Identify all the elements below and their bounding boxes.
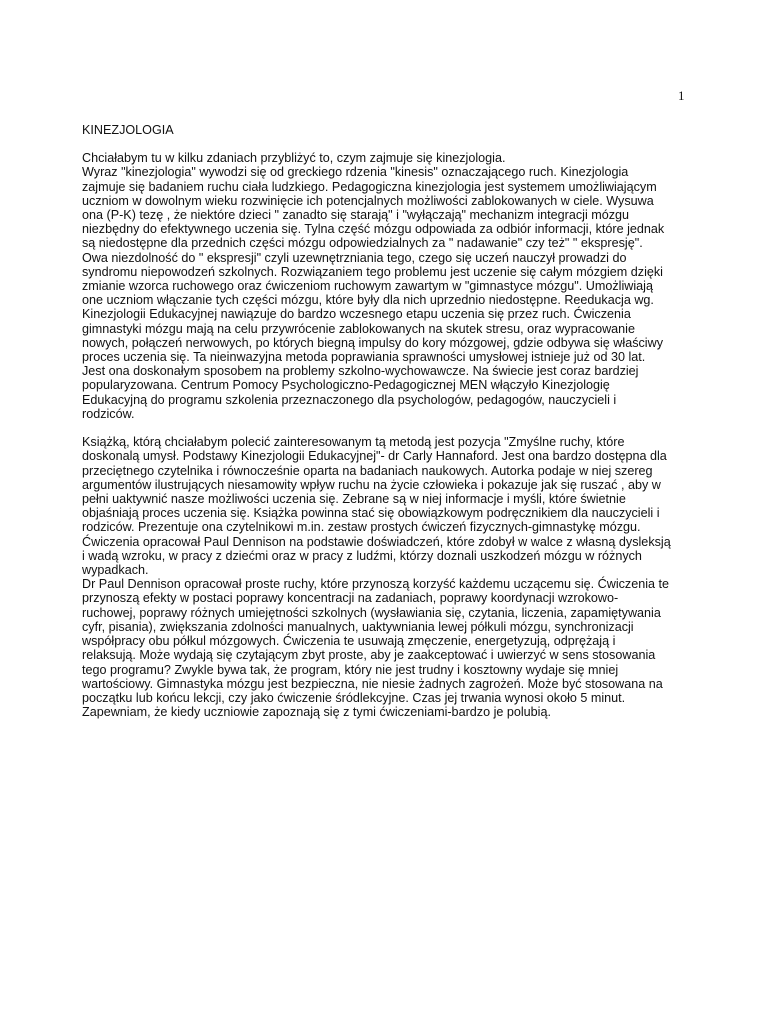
text-line: Ćwiczenia opracował Paul Dennison na podstawie doświadczeń, które zdobył w walce z własną dysleksją xyxy=(82,534,671,549)
paragraph-book-recommendation xyxy=(82,435,697,577)
text-line: Zapewniam, że kiedy uczniowie zapoznają się z tymi ćwiczeniami-bardzo je polubią. xyxy=(82,705,551,720)
text-line: rodziców. xyxy=(82,406,135,421)
text-line: gimnastyki mózgu mają na celu przywrócenie zablokowanych na skutek stresu, oraz wypracowanie xyxy=(82,321,635,336)
text-line: niezbędny do efektywnego uczenia się. Tylna część mózgu odpowiada za odbiór informacji, które jednak xyxy=(82,222,665,237)
text-line: tego programu? Zwykle bywa tak, że program, który nie jest trudny i kosztowny wydaje się mniej xyxy=(82,662,619,677)
text-line: wartościowy. Gimnastyka mózgu jest bezpieczna, nie niesie żadnych zagrożeń. Może być stosowana na xyxy=(82,676,663,691)
text-line: relaksują. Może wydają się czytającym zbyt proste, aby je zaakceptować i uwierzyć w sens stosowania xyxy=(82,648,656,663)
text-line: doskonalą umysł. Podstawy Kinezjologii Edukacyjnej"- dr Carly Hannaford. Jest ona bardzo dostępna dla xyxy=(82,449,667,464)
paragraph-dennison-exercises xyxy=(82,577,697,719)
text-line: współpracy obu półkul mózgowych. Ćwiczenia te usuwają zmęczenie, energetyzują, odprężają i xyxy=(82,634,616,649)
text-line: popularyzowana. Centrum Pomocy Psychologiczno-Pedagogicznej MEN włączyło Kinezjologię xyxy=(82,378,610,393)
text-line: Książką, którą chciałabym polecić zainteresowanym tą metodą jest pozycja "Zmyślne ruchy, które xyxy=(82,435,625,450)
text-line: są niedostępne dla przednich części mózgu odpowiedzialnych za " nadawanie" czy też" " ekspresję". xyxy=(82,236,643,251)
text-line: Owa niezdolność do " ekspresji" czyli uzewnętrzniania tego, czego się uczeń nauczył prowadzi do xyxy=(82,250,627,265)
text-line: rodziców. Prezentuje ona czytelnikowi m.in. zestaw prostych ćwiczeń fizycznych-gimnastykę mózgu. xyxy=(82,520,641,535)
text-line: pełni uaktywnić nasze możliwości uczenia się. Zebrane są w niej informacje i myśli, które świetnie xyxy=(82,492,626,507)
document-title: KINEZJOLOGIA xyxy=(82,123,174,137)
text-line: argumentów ilustrujących niesamowity wpływ ruchu na życie człowieka i pokazuje jak się ruszać , aby w xyxy=(82,477,661,492)
text-line: Chciałabym tu w kilku zdaniach przybliżyć to, czym zajmuje się kinezjologia. xyxy=(82,151,506,166)
text-line: początku lub końcu lekcji, czy jako ćwiczenie śródlekcyjne. Czas jej trwania wynosi około 5 minut. xyxy=(82,690,626,705)
text-line: zmianie wzorca ruchowego oraz ćwiczeniom ruchowym zawartym w "gimnastyce mózgu". Umożliwiają xyxy=(82,279,653,294)
paragraph-intro xyxy=(82,151,697,421)
text-line: przynoszą efekty w postaci poprawy koncentracji na zadaniach, poprawy koordynacji wzrokowo- xyxy=(82,591,619,606)
text-line: i wadą wzroku, w pracy z dziećmi oraz w pracy z ludźmi, którzy doznali uszkodzeń mózgu w różnych xyxy=(82,548,642,563)
text-line: ruchowej, poprawy różnych umiejętności szkolnych (wysławiania się, czytania, liczenia, zapamiętywania xyxy=(82,605,661,620)
text-line: ona (P-K) tezę , że niektóre dzieci " zanadto się starają" i "wyłączają" mechanizm integracji mózgu xyxy=(82,208,630,223)
text-line: syndromu niepowodzeń szkolnych. Rozwiązaniem tego problemu jest uczenie się całym mózgiem dzięki xyxy=(82,264,663,279)
text-line: proces uczenia się. Ta nieinwazyjna metoda poprawiania sprawności umysłowej istnieje już od 30 lat. xyxy=(82,350,646,365)
text-line: przeciętnego czytelnika i równocześnie oparta na badaniach naukowych. Autorka podaje w niej szereg xyxy=(82,463,653,478)
text-line: nowych, połączeń nerwowych, po których biegną impulsy do kory mózgowej, gdzie odbywa się właściwy xyxy=(82,335,663,350)
text-line: zajmuje się badaniem ruchu ciała ludzkiego. Pedagogiczna kinezjologia jest systemem umożliwiającym xyxy=(82,179,657,194)
page-number: 1 xyxy=(678,88,685,103)
text-line: Wyraz "kinezjologia" wywodzi się od greckiego rdzenia "kinesis" oznaczającego ruch. Kinezjologia xyxy=(82,165,629,180)
text-line: Edukacyjną do programu szkolenia przeznaczonego dla psychologów, pedagogów, nauczycieli i xyxy=(82,392,617,407)
text-line: cyfr, pisania), zwiększania zdolności manualnych, uaktywniania lewej półkuli mózgu, synchronizacji xyxy=(82,619,634,634)
text-line: Jest ona doskonałym sposobem na problemy szkolno-wychowawcze. Na świecie jest coraz bardziej xyxy=(82,364,639,379)
paragraph-gap xyxy=(82,421,697,435)
text-line: wypadkach. xyxy=(82,563,149,578)
text-line: objaśniają proces uczenia się. Książka powinna stać się obowiązkowym podręcznikiem dla nauczycieli i xyxy=(82,506,660,521)
text-line: uczniom w dowolnym wieku rozwinięcie ich potencjalnych możliwości zablokowanych w ciele. Wysuwa xyxy=(82,193,654,208)
text-line: Dr Paul Dennison opracował proste ruchy, które przynoszą korzyść każdemu uczącemu się. Ćwiczenia te xyxy=(82,577,670,592)
text-line: Kinezjologii Edukacyjnej nawiązuje do bardzo wczesnego etapu uczenia się przez ruch. Ćwiczenia xyxy=(82,307,631,322)
document-body xyxy=(82,123,697,719)
text-line: one uczniom włączanie tych części mózgu, które były dla nich uprzednio niedostępne. Reedukacja wg. xyxy=(82,293,654,308)
